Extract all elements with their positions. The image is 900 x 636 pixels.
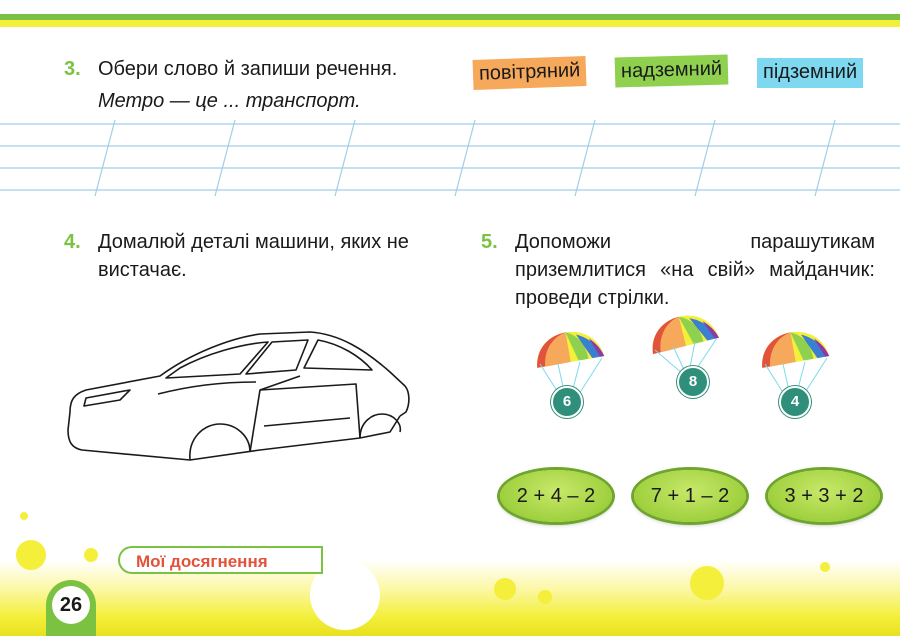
page-number: 26 (52, 586, 90, 624)
task-3-sentence: Метро — це ... транспорт. (98, 90, 361, 112)
task-4-number: 4. (64, 231, 81, 253)
word-option-pidzemnyi[interactable]: підземний (757, 58, 863, 88)
landing-pad-1[interactable]: 2 + 4 – 2 (500, 470, 612, 522)
parachute-number: 4 (779, 386, 811, 418)
task-4 (64, 228, 418, 284)
parachute-8[interactable] (645, 312, 735, 412)
landing-pad-2[interactable]: 7 + 1 – 2 (634, 470, 746, 522)
task-3-instruction: Обери слово й запиши речення. (98, 58, 398, 80)
parachute-number: 6 (551, 386, 583, 418)
decor-dot (820, 562, 830, 572)
writing-lines[interactable] (0, 118, 900, 198)
car-outline-drawing[interactable] (60, 320, 420, 470)
landing-pad-3[interactable]: 3 + 3 + 2 (768, 470, 880, 522)
parachute-6[interactable] (530, 328, 620, 428)
parachute-number: 8 (677, 366, 709, 398)
decor-dot (538, 590, 552, 604)
task-3 (64, 55, 458, 115)
task-5-instruction: Допоможи парашутикам приземлитися «на свій» майданчик: проведи стрілки. (515, 231, 875, 309)
decor-dot (20, 512, 28, 520)
achievements-label: Мої досягнення (118, 546, 323, 574)
task-5-number: 5. (481, 231, 498, 253)
decor-dot (16, 540, 46, 570)
task-3-number: 3. (64, 58, 81, 80)
decor-dot (494, 578, 516, 600)
decor-dot (690, 566, 724, 600)
task-4-instruction: Домалюй деталі машини, яких не вистачає. (98, 231, 409, 281)
word-option-povitrianyi[interactable]: повітряний (473, 56, 587, 90)
top-stripe (0, 0, 900, 40)
task-5 (481, 228, 875, 312)
word-option-nadzemnyi[interactable]: надземний (615, 55, 729, 88)
decor-dot (84, 548, 98, 562)
page-number-tab (46, 580, 96, 636)
parachute-4[interactable] (755, 328, 845, 428)
